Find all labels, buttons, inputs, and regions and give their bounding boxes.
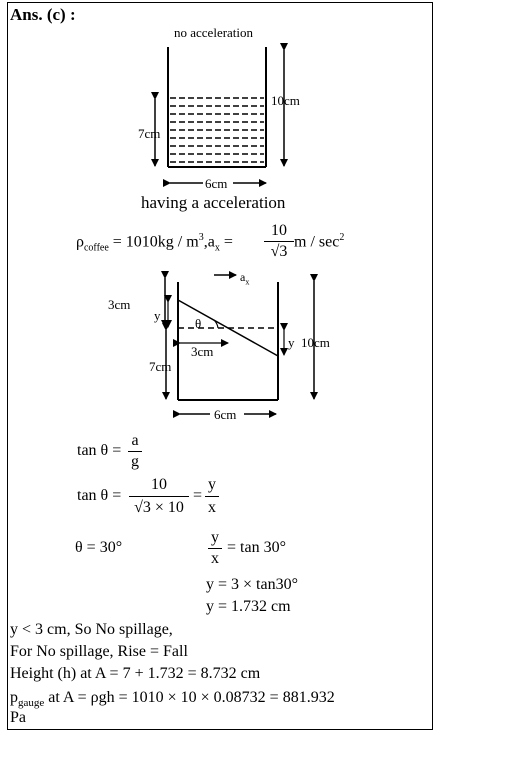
ax-denominator: √3 [270,243,288,260]
fig1-height-label: 10cm [271,93,300,108]
eq2-denominator-2: x [208,499,216,516]
eq3-fraction [208,529,222,568]
subheading: having a acceleration [141,193,286,212]
line-rise-fall: For No spillage, Rise = Fall [10,643,188,660]
ax-symbol: ,a [203,233,215,251]
eq2-numerator-2: y [208,476,216,493]
line-spillage: y < 3 cm, So No spillage, [10,621,173,638]
eq2-fraction-2 [205,476,219,517]
ax-fraction [264,222,294,261]
density-value: = 1010kg / m [112,233,199,251]
fig1-width-label: 6cm [205,176,228,191]
eq3-lhs: θ = 30° [75,539,123,556]
eq2-fraction-bar-2 [205,496,219,497]
fig2-liquid-label: 7cm [149,359,172,374]
tank1-liquid [170,98,264,162]
ax-numerator: 10 [271,222,287,239]
eq2-fraction [129,476,189,517]
ax-unit-text: m / sec [294,233,340,251]
line-pressure [10,690,335,709]
fig2-x-label: 3cm [191,344,214,359]
ax-equals: = [223,233,233,251]
fig2-rise-label: 3cm [108,297,131,312]
fig2-width-label: 6cm [214,407,237,422]
eq2-lhs: tan θ = [77,487,122,504]
rho-symbol: ρ [76,233,84,251]
density-equation [76,233,233,254]
ax-unit [294,233,344,250]
ax-unit-exponent: 2 [339,232,345,243]
pressure-subscript: gauge [18,697,45,710]
fig2-y-right-label: y [288,335,295,350]
fig2-theta-label: θ [195,316,202,331]
fig2-accel-label: $a_x$ [240,270,250,287]
fig1-caption: no acceleration [174,25,254,40]
eq3-numerator: y [211,529,219,546]
pressure-symbol: p [10,689,18,706]
eq1-numerator: a [131,432,139,449]
pressure-unit: Pa [10,709,26,726]
line-height: Height (h) at A = 7 + 1.732 = 8.732 cm [10,665,261,682]
eq1-lhs: tan θ = [77,442,122,459]
eq3-rhs: = tan 30° [227,539,286,556]
rho-subscript: coffee [83,242,109,254]
fig2-height-label: 10cm [301,335,330,350]
eq4: y = 3 × tan30° [206,576,298,593]
eq2-denominator: √3 × 10 [134,499,184,516]
eq1-fraction [128,432,142,471]
eq1-denominator: g [131,453,139,470]
answer-heading: Ans. (c) : [10,5,76,24]
eq3-fraction-bar [208,548,222,549]
ax-fraction-bar [264,241,294,242]
eq2-numerator: 10 [151,476,167,493]
fig1-liquid-label: 7cm [138,126,161,141]
eq5: y = 1.732 cm [206,598,291,615]
ax-subscript: x [214,242,220,254]
eq1-fraction-bar [128,451,142,452]
density-exponent: 3 [198,232,204,243]
eq2-equals: = [193,487,203,504]
eq3-denominator: x [211,550,219,567]
pressure-expression: at A = ρgh = 1010 × 10 × 0.08732 = 881.932 [44,689,335,706]
eq2-fraction-bar [129,496,189,497]
fig2-y-left-label: y [154,308,161,323]
